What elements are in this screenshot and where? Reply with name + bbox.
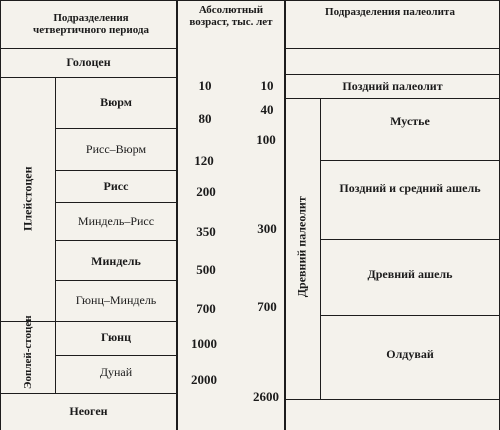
rule-riss-bottom xyxy=(56,202,177,203)
rule-mindel-riss-bottom xyxy=(56,240,177,241)
age-right-700: 700 xyxy=(257,299,277,314)
paleolith-olduvai: Олдувай xyxy=(386,347,434,361)
stage-danube: Дунай xyxy=(99,365,133,379)
rule-epoch-divider xyxy=(55,77,56,393)
rule-eopleistocene-bottom xyxy=(0,393,177,394)
age-left-350: 350 xyxy=(196,224,216,239)
age-left-80: 80 xyxy=(198,111,212,126)
paleolith-early: Древний палеолит xyxy=(294,196,309,298)
rule-mousterian-bottom xyxy=(320,160,500,161)
rule-gunz-bottom xyxy=(56,355,177,356)
stage-riss: Рисс xyxy=(103,179,129,193)
stage-mindel-riss: Миндель–Рисс xyxy=(77,214,155,228)
paleolith-late: Поздний палеолит xyxy=(342,79,443,93)
age-right-10: 10 xyxy=(260,78,274,93)
age-left-10: 10 xyxy=(198,78,212,93)
rule-header-bottom-left xyxy=(0,48,177,49)
age-right-2600: 2600 xyxy=(253,389,279,404)
epoch-eopleistocene: Эоплей-стоцен xyxy=(21,315,34,389)
epoch-holocene: Голоцен xyxy=(66,55,111,69)
age-left-2000: 2000 xyxy=(191,372,217,387)
header-age: Абсолютный возраст, тыс. лет xyxy=(189,4,273,29)
rule-neogene-top-right xyxy=(285,399,500,400)
age-left-120: 120 xyxy=(194,153,214,168)
age-left-700: 700 xyxy=(196,301,216,316)
rule-late-paleo-bottom xyxy=(285,98,500,99)
paleolith-early-acheulean: Древний ашель xyxy=(367,267,453,281)
stage-mindel: Миндель xyxy=(91,254,141,268)
rule-mindel-bottom xyxy=(56,280,177,281)
stage-gunz-mindel: Гюнц–Миндель xyxy=(75,293,157,307)
stage-wurm: Вюрм xyxy=(100,95,132,109)
age-right-40: 40 xyxy=(260,102,274,117)
stage-gunz: Гюнц xyxy=(100,330,132,344)
stage-riss-wurm: Рисс–Вюрм xyxy=(85,142,147,156)
rule-riss-wurm-bottom xyxy=(56,170,177,171)
epoch-neogene: Неоген xyxy=(69,404,108,418)
rule-late-paleo-top xyxy=(285,74,500,75)
age-left-200: 200 xyxy=(196,184,216,199)
header-quaternary: Подразделения четвертичного периода xyxy=(33,12,149,37)
rule-age-right xyxy=(284,0,286,430)
rule-holocene-bottom xyxy=(0,77,177,78)
rule-acheulean-bottom xyxy=(320,239,500,240)
header-paleolith: Подразделения палеолита xyxy=(325,6,455,18)
rule-header-bottom-right xyxy=(285,48,500,49)
rule-early-acheulean-bottom xyxy=(320,315,500,316)
rule-top xyxy=(0,0,500,1)
epoch-pleistocene: Плейстоцен xyxy=(20,166,35,231)
age-left-1000: 1000 xyxy=(191,336,217,351)
age-right-100: 100 xyxy=(256,132,276,147)
paleolith-mousterian: Мустье xyxy=(390,114,430,128)
age-left-500: 500 xyxy=(196,262,216,277)
age-right-300: 300 xyxy=(257,221,277,236)
paleolith-late-middle-acheulean: Поздний и средний ашель xyxy=(339,181,481,195)
rule-wurm-bottom xyxy=(56,128,177,129)
